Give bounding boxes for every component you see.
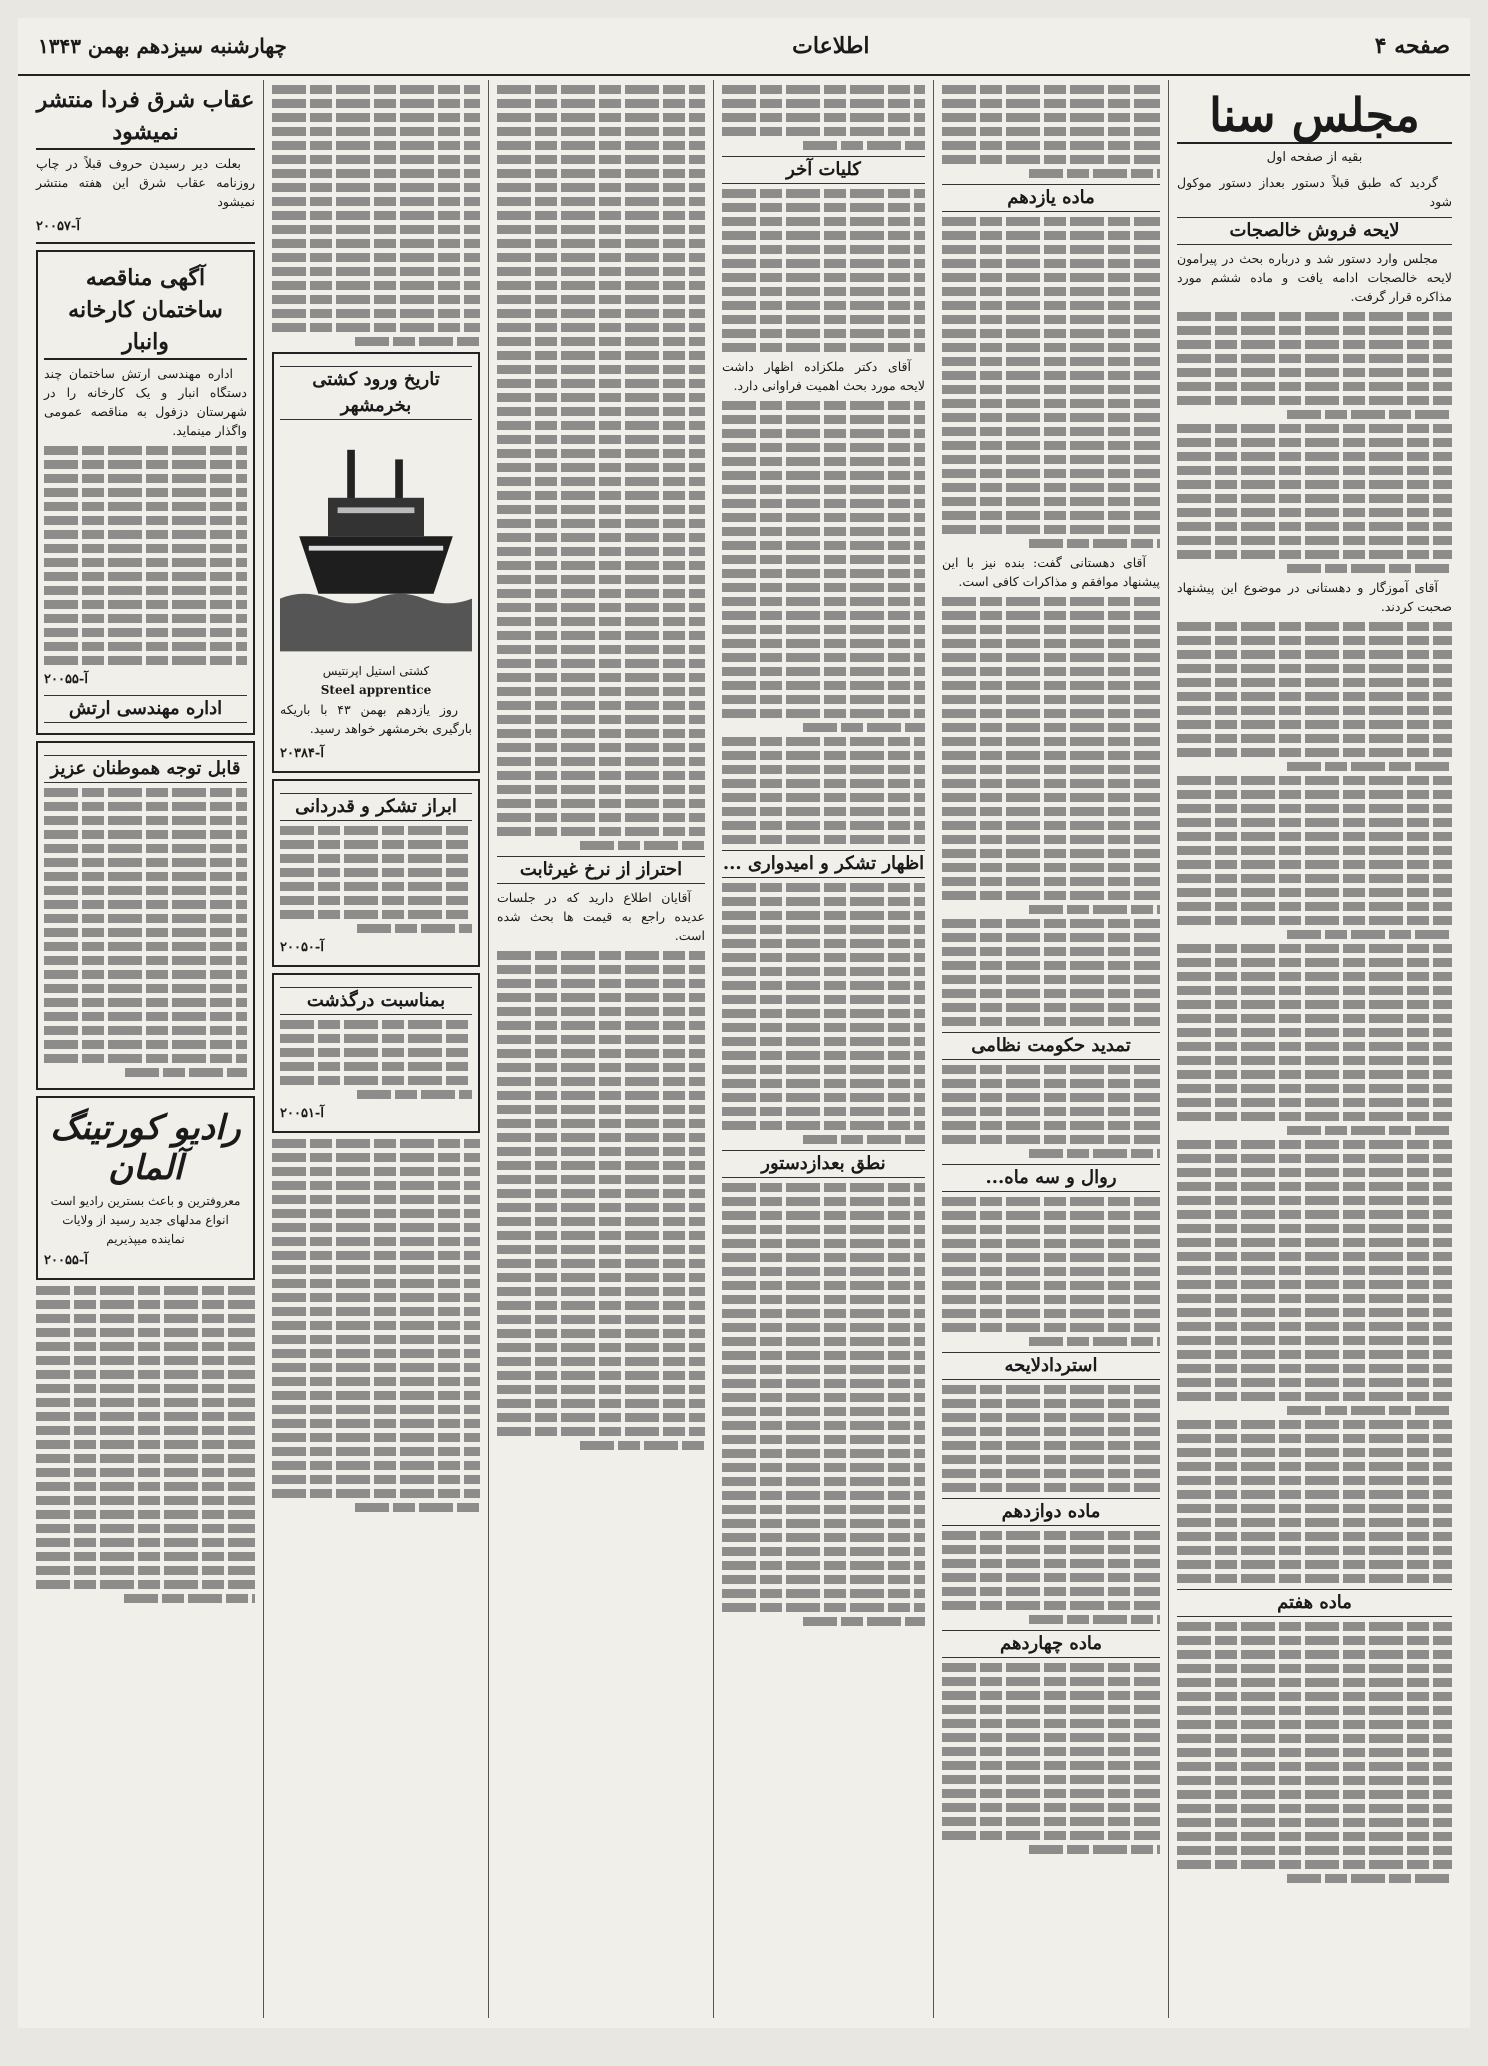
tender-dept: اداره مهندسی ارتش <box>44 695 247 723</box>
ship-heading: تاریخ ورود کشتی بخرمشهر <box>280 366 472 420</box>
ship-icon <box>280 426 472 656</box>
thanks-ad <box>272 779 480 967</box>
second-para1: آقای دهستانی گفت: بنده نیز با این پیشنهاد موافقم و مذاکرات کافی است. <box>942 555 1160 589</box>
radio-code: آ-۲۰۰۵۵ <box>44 1253 88 1268</box>
thanks-code: آ-۲۰۰۵۰ <box>280 940 324 955</box>
thanks-heading: ابراز تشکر و قدردانی <box>280 793 472 821</box>
radio-line: انواع مدلهای جدید رسید از ولایات نماینده میپذیریم <box>62 1213 229 1246</box>
memorial-code: آ-۲۰۰۵۱ <box>280 1106 324 1121</box>
ship-caption-en: Steel apprentice <box>320 683 432 697</box>
masthead <box>18 18 1470 76</box>
ship-code: آ-۲۰۳۸۴ <box>280 746 324 761</box>
heading-martial-law: تمدید حکومت نظامی <box>942 1032 1160 1060</box>
heading-withdraw: استردادلایحه <box>942 1352 1160 1380</box>
senate-para1: مجلس وارد دستور شد و درباره بحث در پیرامون لایحه خالصجات ادامه یافت و ماده ششم مورد مذاکره قرار گرفت. <box>1177 251 1452 304</box>
tender-body: اداره مهندسی ارتش ساختمان چند دستگاه انبار و یک کارخانه را در شهرستان دزفول به مناقصه عمومی واگذار مینماید. <box>44 366 247 438</box>
senate-para2: آقای آموزگار و دهستانی در موضوع این پیشنهاد صحبت کردند. <box>1177 580 1452 614</box>
fourth-para1: آقایان اطلاع دارید که در جلسات عدیده راجع به قیمت ها بحث شده است. <box>497 890 705 943</box>
memorial-ad <box>272 973 480 1133</box>
page-number: صفحه ۴ <box>1374 33 1450 59</box>
column-ads-left <box>28 80 263 2018</box>
heading-rates: احتراز از نرخ غیرثابت <box>497 856 705 884</box>
heading-rules: روال و سه ماه... <box>942 1164 1160 1192</box>
column-senate <box>1168 80 1460 2018</box>
issue-date: چهارشنبه سیزدهم بهمن ۱۳۴۳ <box>38 34 287 58</box>
columns <box>28 80 1460 2018</box>
heading-article-fourteen: ماده‌ چهاردهم <box>942 1630 1160 1658</box>
tender-title: آگهی مناقصه ساختمان کارخانه وانبار <box>44 262 247 360</box>
heading-bill: لایحه فروش خالصجات <box>1177 217 1452 245</box>
column-second <box>933 80 1168 2018</box>
notice-code: آ-۲۰۰۵۷ <box>36 219 80 234</box>
heading-thanks-hope: اظهار تشکر و امیدواری ... <box>722 850 925 878</box>
paper-title: اطلاعات <box>792 33 870 59</box>
radio-ad <box>36 1096 255 1280</box>
tender-code: آ-۲۰۰۵۵ <box>44 672 88 687</box>
column-fourth <box>488 80 713 2018</box>
notice-title: عقاب شرق فردا منتشر نمیشود <box>36 84 255 150</box>
newspaper-page <box>18 18 1470 2028</box>
memorial-heading: بمناسبت درگذشت <box>280 987 472 1015</box>
ship-body: روز یازدهم بهمن ۴۳ با باریکه بارگیری بخرمشهر خواهد رسید. <box>280 702 472 736</box>
radio-sub: معروفترین و باعث بسترین رادیو است <box>50 1194 241 1208</box>
estate-ad <box>36 741 255 1090</box>
column-ads-middle <box>263 80 488 2018</box>
ship-caption-fa: کشتی استیل اپرنتیس <box>322 664 430 678</box>
heading-article-eleven: ماده یازدهم <box>942 184 1160 212</box>
heading-final-general: کلیات آخر <box>722 156 925 184</box>
tender-ad <box>36 250 255 735</box>
senate-subtitle: بقیه از صفحه اول <box>1266 150 1363 165</box>
column-third <box>713 80 933 2018</box>
notice-body: بعلت دیر رسیدن حروف قبلاً در چاپ روزنامه عقاب شرق این هفته منتشر نمیشود <box>36 156 255 209</box>
ship-ad <box>272 352 480 773</box>
senate-title: مجلس سنا <box>1177 88 1452 144</box>
third-para1: آقای دکتر ملکزاده اظهار داشت لایحه مورد بحث اهمیت فراوانی دارد. <box>722 359 925 393</box>
radio-logo: رادیو کورتینگ آلمان <box>50 1108 241 1188</box>
estate-heading: قابل توجه هموطنان عزیز <box>44 755 247 783</box>
senate-intro: گردید که طبق قبلاً دستور بعداز دستور موکول شود <box>1177 175 1452 209</box>
heading-speech: نطق بعدازدستور <box>722 1150 925 1178</box>
heading-article-twelve: ماده دوازدهم <box>942 1498 1160 1526</box>
heading-article-seven: ماده هفتم <box>1177 1589 1452 1617</box>
